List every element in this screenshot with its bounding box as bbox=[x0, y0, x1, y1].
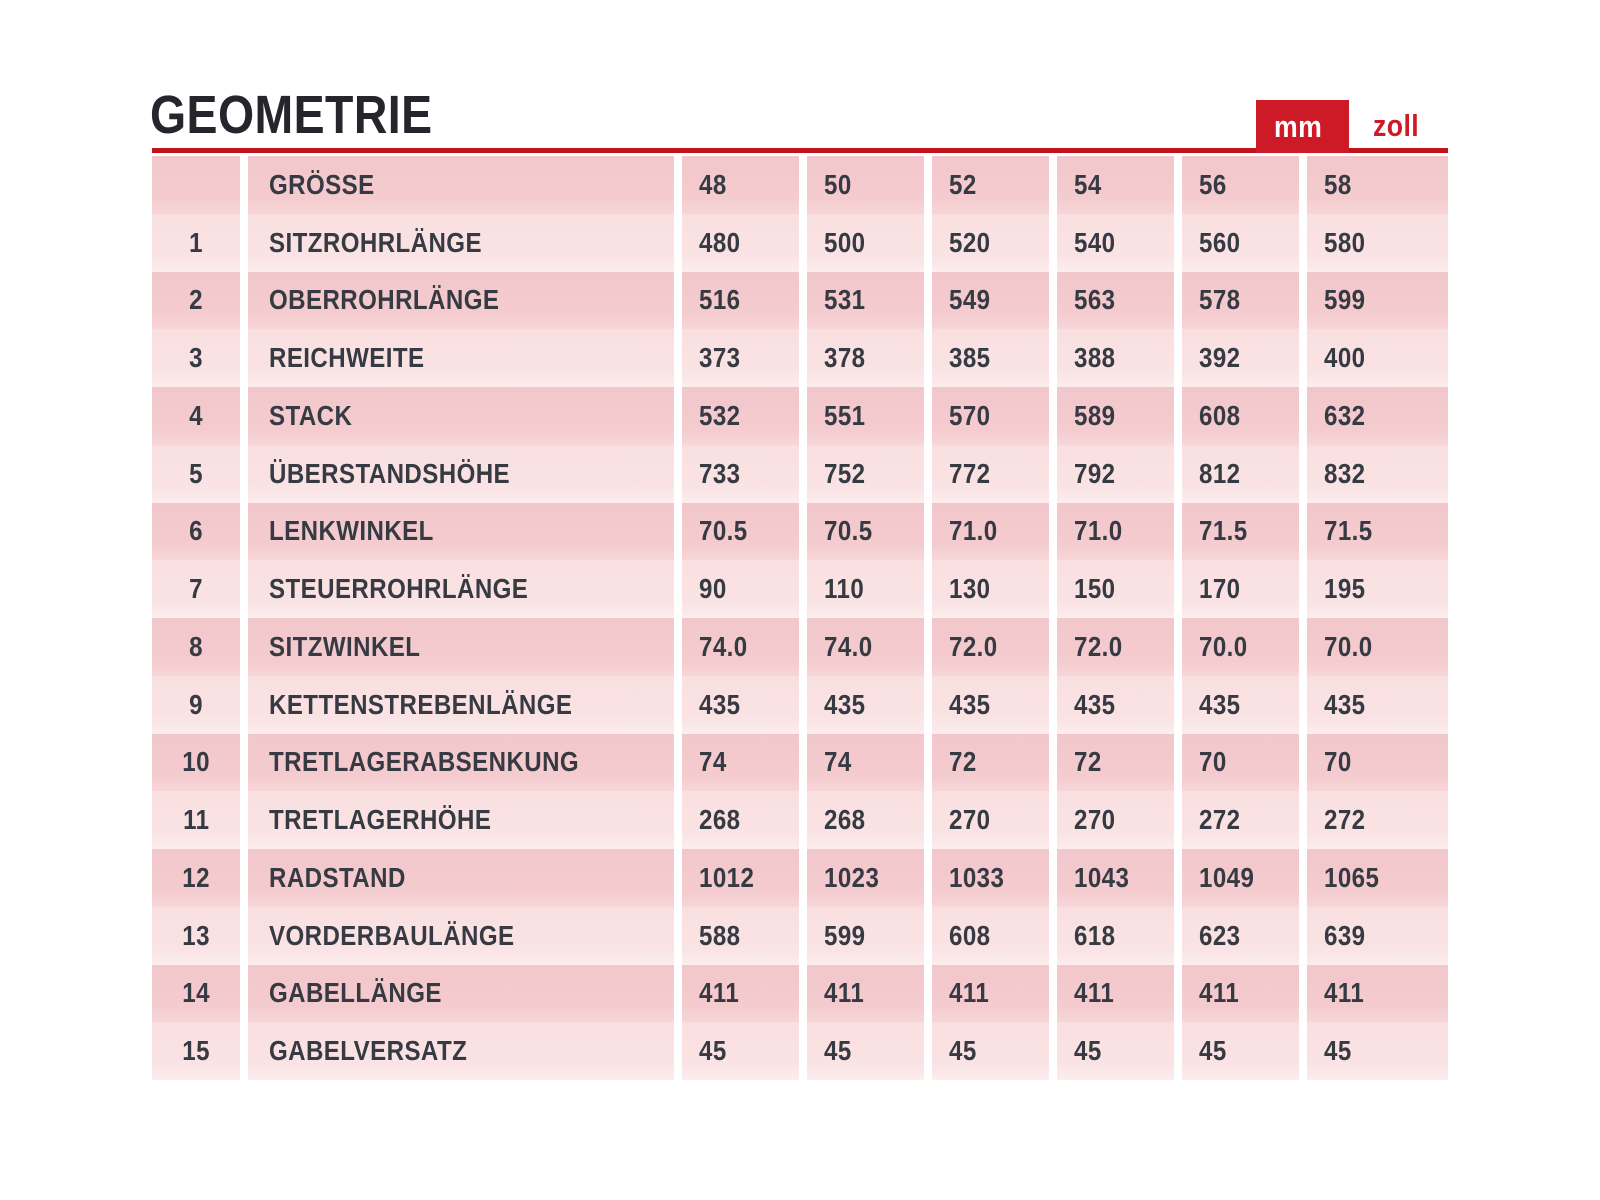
page-title-text: GEOMETRIE bbox=[150, 85, 433, 145]
row-value: 623 bbox=[1182, 907, 1299, 965]
row-value: 373 bbox=[682, 329, 799, 387]
row-value: 71.0 bbox=[932, 503, 1049, 561]
row-value: 45 bbox=[807, 1022, 924, 1080]
row-value: 560 bbox=[1182, 214, 1299, 272]
row-value: 268 bbox=[682, 791, 799, 849]
table-row bbox=[152, 329, 1448, 387]
row-value: 71.0 bbox=[1057, 503, 1174, 561]
row-label: KETTENSTREBENLÄNGE bbox=[248, 676, 674, 734]
row-value: 70.0 bbox=[1307, 618, 1448, 676]
table-row bbox=[152, 676, 1448, 734]
row-value: 580 bbox=[1307, 214, 1448, 272]
row-value: 70 bbox=[1182, 734, 1299, 792]
row-value: 411 bbox=[1307, 965, 1448, 1023]
row-value: 599 bbox=[807, 907, 924, 965]
header bbox=[150, 85, 1448, 153]
row-value: 74 bbox=[807, 734, 924, 792]
table-row bbox=[152, 965, 1448, 1023]
row-value: 435 bbox=[682, 676, 799, 734]
row-value: 435 bbox=[807, 676, 924, 734]
table-row bbox=[152, 503, 1448, 561]
row-value: 110 bbox=[807, 560, 924, 618]
size-column-header: 54 bbox=[1057, 156, 1174, 214]
row-value: 589 bbox=[1057, 387, 1174, 445]
row-value: 45 bbox=[1182, 1022, 1299, 1080]
row-value: 1065 bbox=[1307, 849, 1448, 907]
row-value: 632 bbox=[1307, 387, 1448, 445]
size-column-header: 52 bbox=[932, 156, 1049, 214]
row-value: 72 bbox=[932, 734, 1049, 792]
row-value: 1023 bbox=[807, 849, 924, 907]
row-number: 10 bbox=[152, 734, 240, 792]
table-row bbox=[152, 445, 1448, 503]
row-number: 6 bbox=[152, 503, 240, 561]
row-value: 772 bbox=[932, 445, 1049, 503]
row-value: 150 bbox=[1057, 560, 1174, 618]
row-value: 1049 bbox=[1182, 849, 1299, 907]
zoll-button[interactable] bbox=[1365, 102, 1435, 150]
row-value: 70.0 bbox=[1182, 618, 1299, 676]
row-label: GABELLÄNGE bbox=[248, 965, 674, 1023]
row-label: STEUERROHRLÄNGE bbox=[248, 560, 674, 618]
row-value: 195 bbox=[1307, 560, 1448, 618]
row-value: 45 bbox=[932, 1022, 1049, 1080]
row-value: 435 bbox=[1307, 676, 1448, 734]
row-value: 578 bbox=[1182, 272, 1299, 330]
row-number: 12 bbox=[152, 849, 240, 907]
row-value: 45 bbox=[682, 1022, 799, 1080]
row-value: 170 bbox=[1182, 560, 1299, 618]
row-label: RADSTAND bbox=[248, 849, 674, 907]
size-column-header: 48 bbox=[682, 156, 799, 214]
row-value: 411 bbox=[682, 965, 799, 1023]
row-value: 812 bbox=[1182, 445, 1299, 503]
row-number: 15 bbox=[152, 1022, 240, 1080]
geometry-table bbox=[152, 156, 1448, 1080]
row-label: SITZWINKEL bbox=[248, 618, 674, 676]
row-value: 1012 bbox=[682, 849, 799, 907]
table-row bbox=[152, 1022, 1448, 1080]
table-row bbox=[152, 618, 1448, 676]
row-label: SITZROHRLÄNGE bbox=[248, 214, 674, 272]
row-value: 388 bbox=[1057, 329, 1174, 387]
row-value: 599 bbox=[1307, 272, 1448, 330]
row-value: 608 bbox=[932, 907, 1049, 965]
row-value: 608 bbox=[1182, 387, 1299, 445]
row-value: 549 bbox=[932, 272, 1049, 330]
row-label: TRETLAGERHÖHE bbox=[248, 791, 674, 849]
row-label: GABELVERSATZ bbox=[248, 1022, 674, 1080]
row-value: 130 bbox=[932, 560, 1049, 618]
title-underline bbox=[152, 148, 1448, 153]
row-value: 1043 bbox=[1057, 849, 1174, 907]
page-title bbox=[150, 86, 479, 144]
row-value: 268 bbox=[807, 791, 924, 849]
row-label: LENKWINKEL bbox=[248, 503, 674, 561]
row-number: 8 bbox=[152, 618, 240, 676]
row-label: TRETLAGERABSENKUNG bbox=[248, 734, 674, 792]
row-value: 520 bbox=[932, 214, 1049, 272]
row-value: 72 bbox=[1057, 734, 1174, 792]
row-value: 392 bbox=[1182, 329, 1299, 387]
row-value: 71.5 bbox=[1307, 503, 1448, 561]
row-label: ÜBERSTANDSHÖHE bbox=[248, 445, 674, 503]
row-value: 411 bbox=[807, 965, 924, 1023]
size-header-label: GRÖSSE bbox=[248, 156, 674, 214]
row-number: 4 bbox=[152, 387, 240, 445]
row-number: 1 bbox=[152, 214, 240, 272]
content bbox=[150, 85, 1448, 1080]
row-value: 400 bbox=[1307, 329, 1448, 387]
row-number: 14 bbox=[152, 965, 240, 1023]
table-row bbox=[152, 214, 1448, 272]
row-value: 72.0 bbox=[1057, 618, 1174, 676]
row-label: VORDERBAULÄNGE bbox=[248, 907, 674, 965]
row-value: 71.5 bbox=[1182, 503, 1299, 561]
row-value: 832 bbox=[1307, 445, 1448, 503]
table-row bbox=[152, 791, 1448, 849]
row-value: 74.0 bbox=[807, 618, 924, 676]
row-value: 516 bbox=[682, 272, 799, 330]
row-value: 500 bbox=[807, 214, 924, 272]
header-row bbox=[152, 156, 1448, 214]
row-value: 480 bbox=[682, 214, 799, 272]
row-number: 5 bbox=[152, 445, 240, 503]
row-value: 435 bbox=[1057, 676, 1174, 734]
row-value: 378 bbox=[807, 329, 924, 387]
row-value: 639 bbox=[1307, 907, 1448, 965]
row-value: 733 bbox=[682, 445, 799, 503]
row-value: 70.5 bbox=[682, 503, 799, 561]
row-value: 752 bbox=[807, 445, 924, 503]
table-row bbox=[152, 387, 1448, 445]
row-value: 72.0 bbox=[932, 618, 1049, 676]
table-row bbox=[152, 272, 1448, 330]
row-number: 7 bbox=[152, 560, 240, 618]
row-value: 45 bbox=[1057, 1022, 1174, 1080]
row-value: 270 bbox=[1057, 791, 1174, 849]
row-value: 411 bbox=[1182, 965, 1299, 1023]
row-value: 435 bbox=[1182, 676, 1299, 734]
row-number: 11 bbox=[152, 791, 240, 849]
row-number: 3 bbox=[152, 329, 240, 387]
row-number bbox=[152, 156, 240, 214]
row-value: 563 bbox=[1057, 272, 1174, 330]
row-value: 70 bbox=[1307, 734, 1448, 792]
row-value: 411 bbox=[1057, 965, 1174, 1023]
row-value: 272 bbox=[1182, 791, 1299, 849]
mm-button[interactable] bbox=[1256, 100, 1349, 153]
size-column-header: 50 bbox=[807, 156, 924, 214]
row-value: 435 bbox=[932, 676, 1049, 734]
table-row bbox=[152, 734, 1448, 792]
mm-button-label: mm bbox=[1274, 108, 1323, 144]
row-label: OBERROHRLÄNGE bbox=[248, 272, 674, 330]
row-value: 272 bbox=[1307, 791, 1448, 849]
row-number: 2 bbox=[152, 272, 240, 330]
zoll-button-label: zoll bbox=[1373, 108, 1420, 143]
row-value: 551 bbox=[807, 387, 924, 445]
table-row bbox=[152, 560, 1448, 618]
size-column-header: 58 bbox=[1307, 156, 1448, 214]
row-number: 9 bbox=[152, 676, 240, 734]
row-number: 13 bbox=[152, 907, 240, 965]
row-value: 270 bbox=[932, 791, 1049, 849]
row-value: 531 bbox=[807, 272, 924, 330]
row-value: 570 bbox=[932, 387, 1049, 445]
row-value: 74.0 bbox=[682, 618, 799, 676]
row-label: STACK bbox=[248, 387, 674, 445]
table-row bbox=[152, 849, 1448, 907]
row-value: 618 bbox=[1057, 907, 1174, 965]
table-row bbox=[152, 907, 1448, 965]
row-value: 70.5 bbox=[807, 503, 924, 561]
row-value: 45 bbox=[1307, 1022, 1448, 1080]
row-value: 411 bbox=[932, 965, 1049, 1023]
row-value: 1033 bbox=[932, 849, 1049, 907]
row-value: 792 bbox=[1057, 445, 1174, 503]
row-value: 90 bbox=[682, 560, 799, 618]
row-value: 532 bbox=[682, 387, 799, 445]
row-value: 385 bbox=[932, 329, 1049, 387]
row-label: REICHWEITE bbox=[248, 329, 674, 387]
row-value: 540 bbox=[1057, 214, 1174, 272]
row-value: 588 bbox=[682, 907, 799, 965]
row-value: 74 bbox=[682, 734, 799, 792]
size-column-header: 56 bbox=[1182, 156, 1299, 214]
